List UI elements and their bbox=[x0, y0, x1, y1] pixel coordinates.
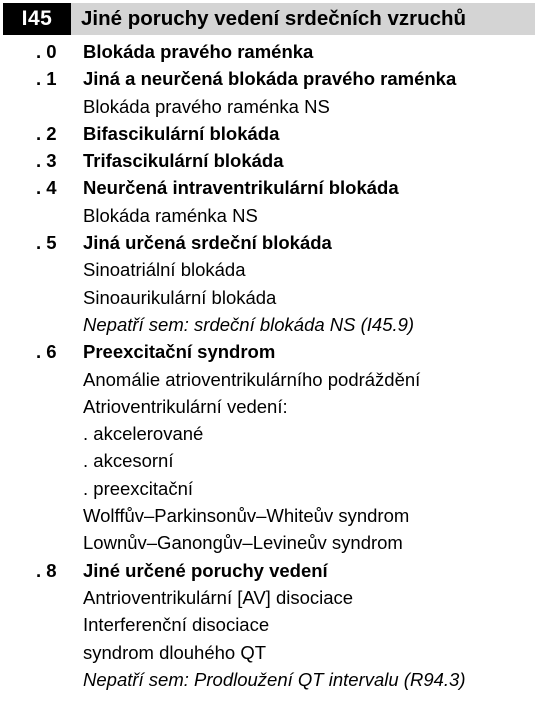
inclusion-term: Anomálie atrioventrikulárního podráždění bbox=[83, 368, 421, 390]
inclusion-term: syndrom dlouhého QT bbox=[83, 641, 267, 663]
inclusion-term: Wolffův–Parkinsonův–Whiteův syndrom bbox=[83, 505, 410, 527]
inclusion-term: . akcesorní bbox=[83, 450, 174, 472]
subcategory-code: . 5 bbox=[36, 232, 57, 254]
inclusion-term-row bbox=[0, 447, 540, 474]
inclusion-term: Antrioventrikulární [AV] disociace bbox=[83, 586, 354, 608]
subcategory-row bbox=[0, 557, 540, 584]
inclusion-term-row bbox=[0, 584, 540, 611]
inclusion-term-row bbox=[0, 502, 540, 529]
subcategory-list bbox=[0, 38, 540, 693]
inclusion-term-row bbox=[0, 611, 540, 638]
category-title: Jiné poruchy vedení srdečních vzruchů bbox=[71, 3, 535, 35]
inclusion-term: Sinoaurikulární blokáda bbox=[83, 286, 277, 308]
subcategory-title: Trifascikulární blokáda bbox=[83, 150, 284, 172]
category-header bbox=[3, 3, 535, 35]
subcategory-row bbox=[0, 65, 540, 92]
exclusion-note: Nepatří sem: Prodloužení QT intervalu (R94.3) bbox=[83, 668, 466, 690]
subcategory-title: Blokáda pravého raménka bbox=[83, 41, 314, 62]
subcategory-code: . 8 bbox=[36, 559, 57, 581]
inclusion-term-row bbox=[0, 202, 540, 229]
inclusion-term-row bbox=[0, 93, 540, 120]
inclusion-term-row bbox=[0, 393, 540, 420]
inclusion-term: . preexcitační bbox=[83, 477, 194, 499]
subcategory-row bbox=[0, 174, 540, 201]
exclusion-note-row bbox=[0, 311, 540, 338]
subcategory-title: Jiná a neurčená blokáda pravého raménka bbox=[83, 68, 457, 90]
inclusion-term: Blokáda pravého raménka NS bbox=[83, 95, 330, 117]
inclusion-term-row bbox=[0, 639, 540, 666]
exclusion-note-row bbox=[0, 666, 540, 693]
subcategory-row bbox=[0, 338, 540, 365]
inclusion-term: Blokáda raménka NS bbox=[83, 204, 258, 226]
subcategory-title: Bifascikulární blokáda bbox=[83, 122, 280, 144]
inclusion-term: Atrioventrikulární vedení: bbox=[83, 395, 288, 417]
inclusion-term: Sinoatriální blokáda bbox=[83, 259, 246, 281]
inclusion-term: Lownův–Ganongův–Levineův syndrom bbox=[83, 532, 403, 554]
inclusion-term: . akcelerované bbox=[83, 423, 204, 445]
subcategory-code: . 1 bbox=[36, 68, 57, 90]
inclusion-term-row bbox=[0, 529, 540, 556]
subcategory-row bbox=[0, 120, 540, 147]
category-code: I45 bbox=[3, 3, 71, 35]
subcategory-row bbox=[0, 229, 540, 256]
subcategory-title: Jiné určené poruchy vedení bbox=[83, 559, 328, 581]
subcategory-code: . 0 bbox=[36, 41, 57, 62]
inclusion-term-row bbox=[0, 475, 540, 502]
subcategory-code: . 3 bbox=[36, 150, 57, 172]
inclusion-term-row bbox=[0, 420, 540, 447]
inclusion-term-row bbox=[0, 256, 540, 283]
subcategory-code: . 4 bbox=[36, 177, 57, 199]
subcategory-row bbox=[0, 38, 540, 65]
subcategory-title: Preexcitační syndrom bbox=[83, 341, 276, 363]
subcategory-title: Jiná určená srdeční blokáda bbox=[83, 232, 332, 254]
inclusion-term: Interferenční disociace bbox=[83, 614, 270, 636]
subcategory-code: . 2 bbox=[36, 122, 57, 144]
inclusion-term-row bbox=[0, 366, 540, 393]
subcategory-code: . 6 bbox=[36, 341, 57, 363]
subcategory-row bbox=[0, 147, 540, 174]
subcategory-title: Neurčená intraventrikulární blokáda bbox=[83, 177, 399, 199]
exclusion-note: Nepatří sem: srdeční blokáda NS (I45.9) bbox=[83, 313, 415, 335]
inclusion-term-row bbox=[0, 284, 540, 311]
